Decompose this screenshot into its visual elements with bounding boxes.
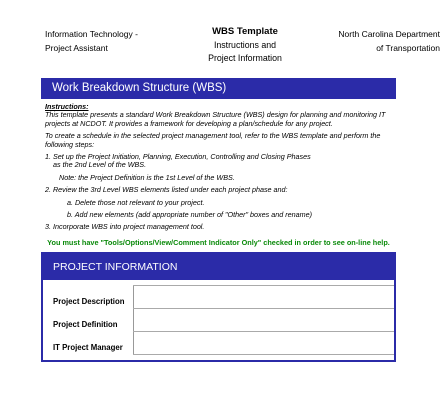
step-1-cont: as the 2nd Level of the WBS. <box>53 160 147 170</box>
project-definition-field[interactable] <box>133 309 394 332</box>
document-title: WBS Template <box>212 26 278 37</box>
agency-name-1: North Carolina Department <box>338 29 440 39</box>
header-left <box>45 27 138 55</box>
instructions-para-2: following steps: <box>45 139 95 149</box>
project-description-label: Project Description <box>53 296 125 306</box>
step-2a: a. Delete those not relevant to your project. <box>67 197 205 207</box>
instructions-title: Instructions: <box>45 102 89 111</box>
document-subtitle-2: Project Information <box>208 53 282 63</box>
step-3: 3. Incorporate WBS into project management tool. <box>45 222 205 232</box>
table-row <box>43 286 394 309</box>
section-banner: Work Breakdown Structure (WBS) <box>41 78 396 99</box>
instructions-intro-1: This template presents a standard Work Breakdown Structure (WBS) design for planning and monitoring IT <box>45 110 386 120</box>
project-definition-label: Project Definition <box>53 319 118 329</box>
org-name: Information Technology - <box>45 29 138 39</box>
step-1: 1. Set up the Project Initiation, Planning, Execution, Controlling and Closing Phases <box>45 152 311 162</box>
document-subtitle-1: Instructions and <box>213 39 277 50</box>
instructions-intro-2: projects at NCDOT. It provides a framework for developing a plan/schedule for any project. <box>45 118 333 128</box>
header-center <box>190 25 300 66</box>
project-info-panel <box>41 252 396 362</box>
table-row <box>43 332 394 355</box>
step-2: 2. Review the 3rd Level WBS elements listed under each project phase and: <box>45 185 288 195</box>
project-info-header: PROJECT INFORMATION <box>43 254 394 280</box>
header-right <box>290 27 440 55</box>
it-project-manager-field[interactable] <box>133 332 394 355</box>
instructions-para-1: To create a schedule in the selected project management tool, refer to the WBS template and perform the <box>45 131 381 141</box>
org-subtitle: Project Assistant <box>45 43 108 53</box>
agency-name-2: of Transportation <box>376 43 440 53</box>
project-info-table <box>43 285 394 355</box>
it-project-manager-label: IT Project Manager <box>53 342 123 352</box>
step-2b: b. Add new elements (add appropriate number of "Other" boxes and rename) <box>67 210 312 220</box>
project-description-field[interactable] <box>133 286 394 309</box>
help-notice: You must have "Tools/Options/View/Comment Indicator Only" checked in order to see on-line help. <box>47 238 390 247</box>
step-note: Note: the Project Definition is the 1st Level of the WBS. <box>59 172 235 182</box>
table-row <box>43 309 394 332</box>
instructions-block <box>45 103 395 232</box>
